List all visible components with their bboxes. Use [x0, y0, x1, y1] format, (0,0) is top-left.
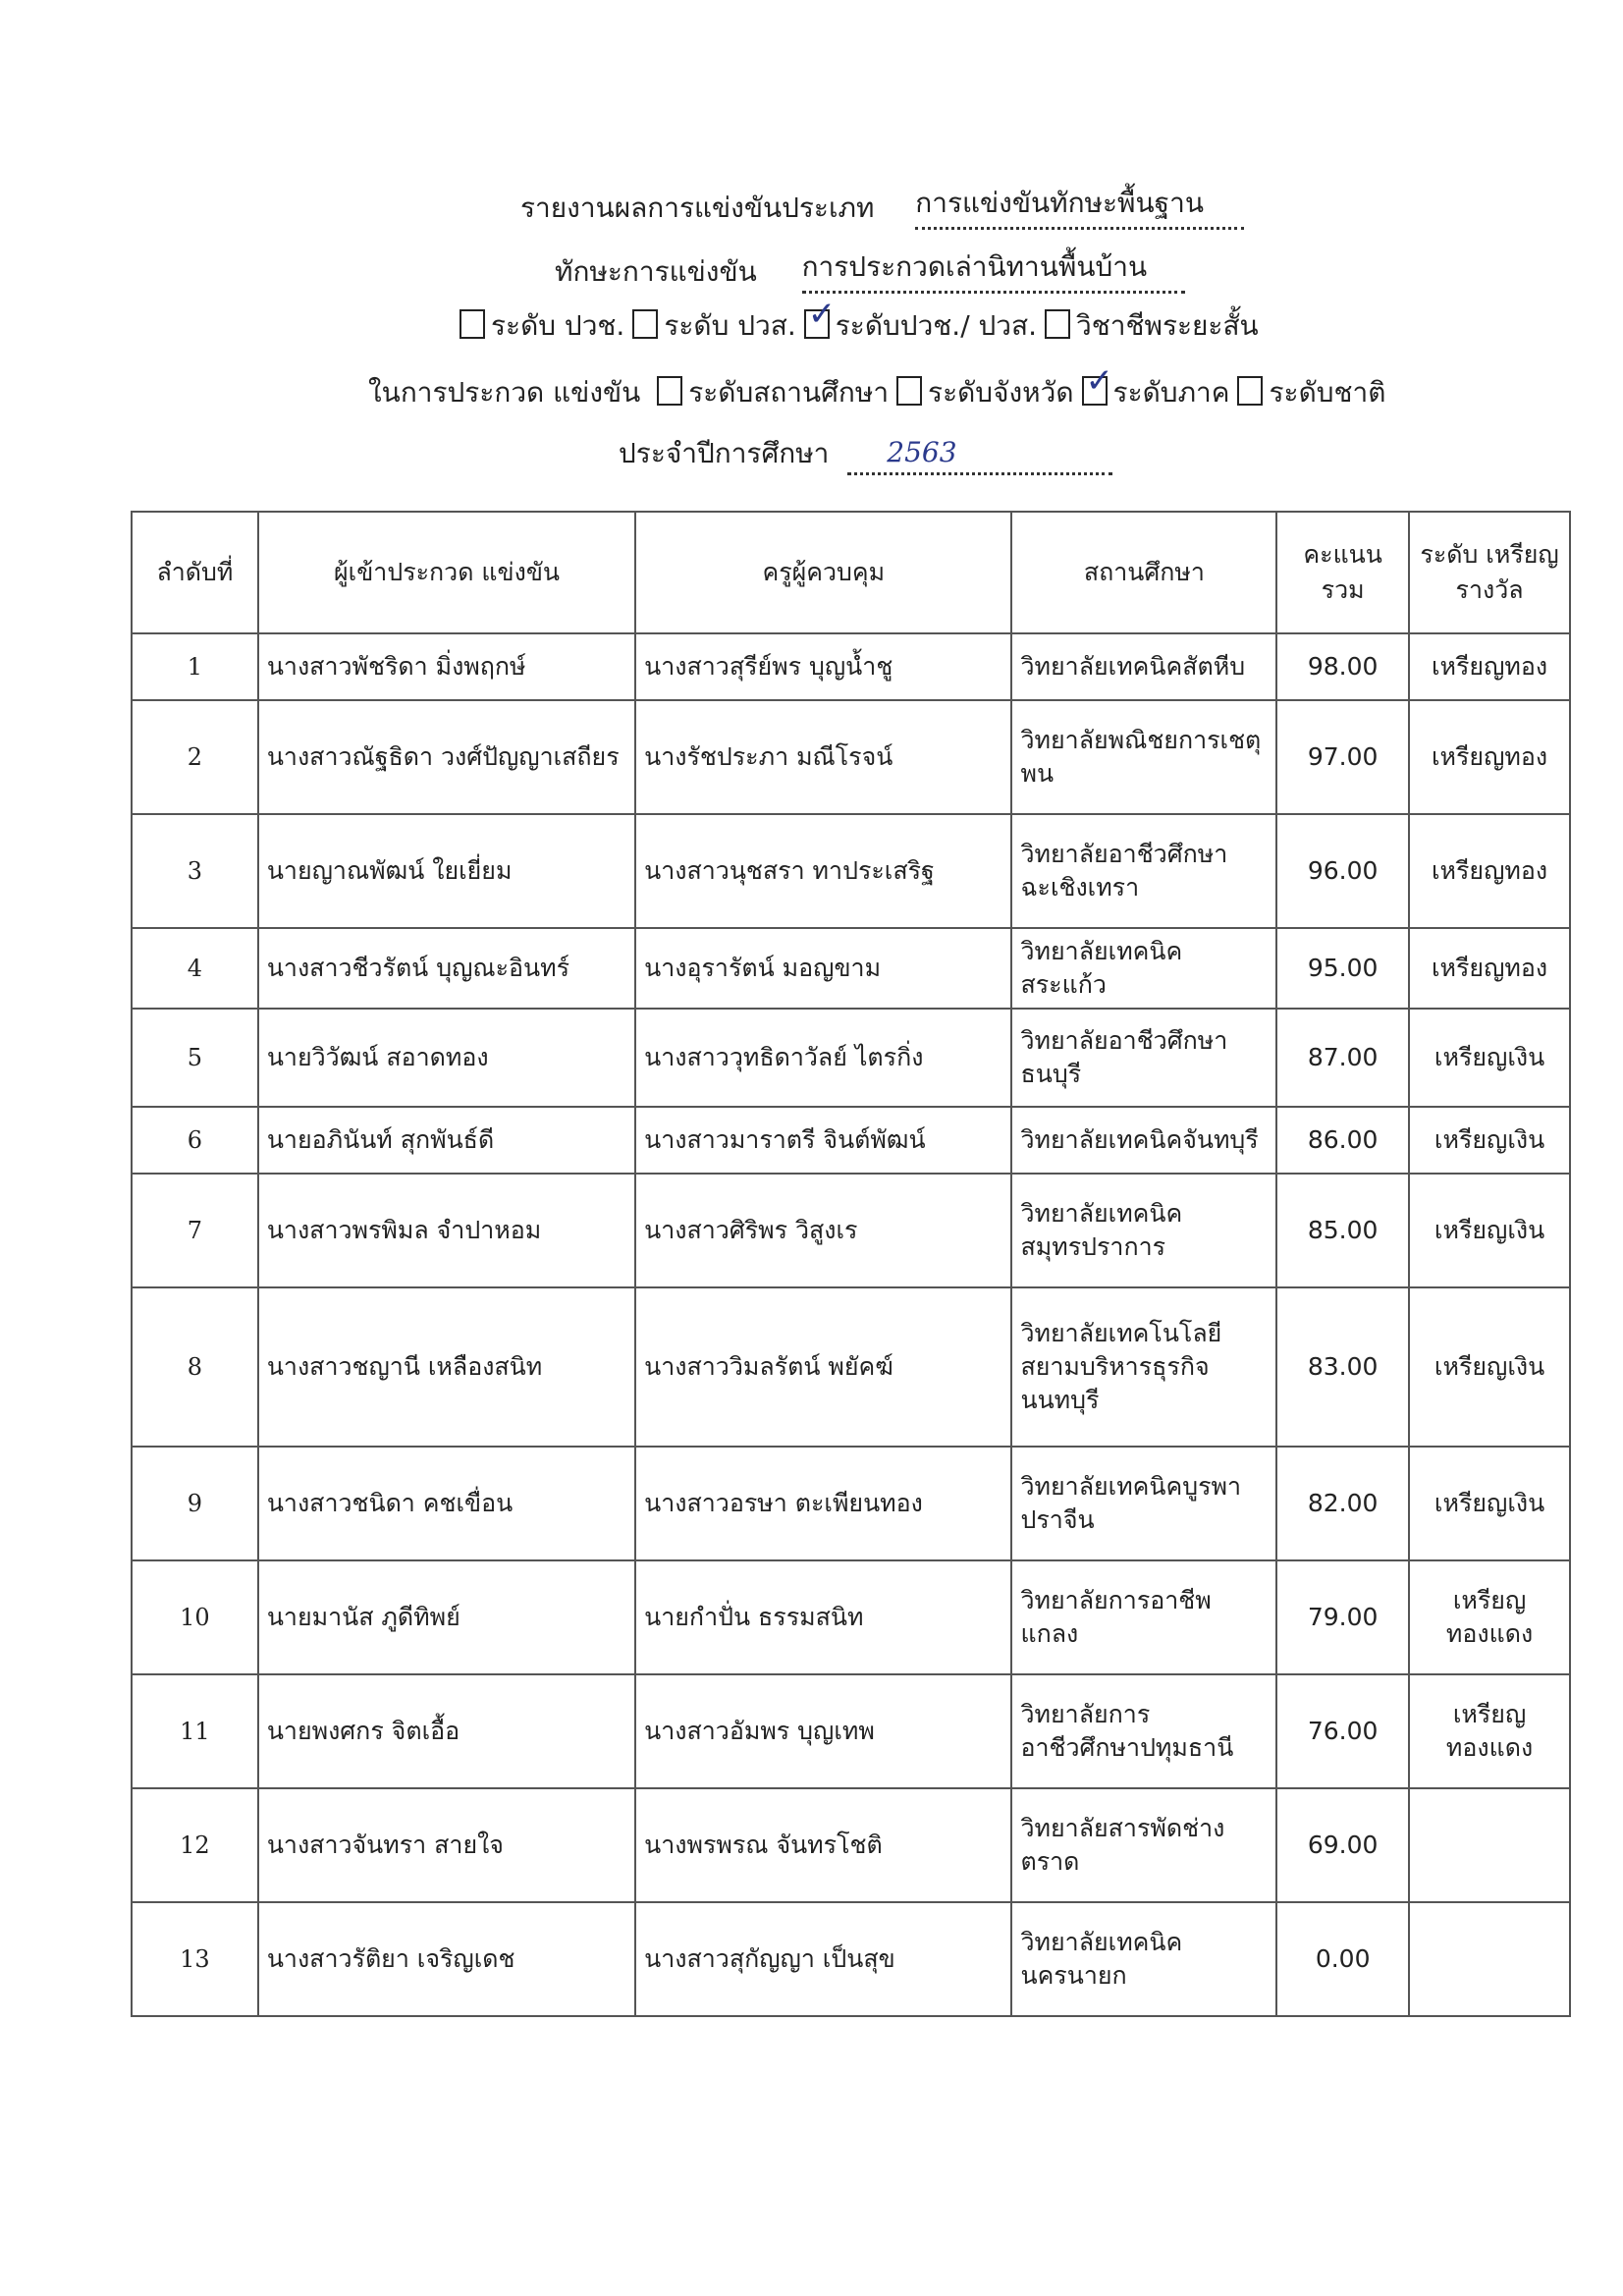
cell-medal: เหรียญเงิน: [1409, 1009, 1570, 1107]
cell-teacher: นางสาวมาราตรี จินต์พัฒน์: [635, 1107, 1011, 1174]
cell-contestant: นางสาวชนิดา คชเขื่อน: [258, 1447, 635, 1560]
level-option: [632, 309, 795, 342]
contest-option-label: ระดับสถานศึกษา: [688, 376, 890, 409]
cell-contestant: นางสาวพัชริดา มิ่งพฤกษ์: [258, 633, 635, 700]
contest-option-label: ระดับชาติ: [1269, 376, 1386, 409]
cell-teacher: นางสาวอรษา ตะเพียนทอง: [635, 1447, 1011, 1560]
contest-option: [1237, 376, 1385, 409]
cell-teacher: นางอุรารัตน์ มอญขาม: [635, 928, 1011, 1009]
level-option-label: ระดับ ปวส.: [664, 309, 796, 342]
level-option: [460, 309, 624, 342]
level-checkbox[interactable]: [1045, 309, 1070, 339]
cell-rank: 13: [132, 1902, 258, 2016]
cell-teacher: นางสาวศิริพร วิสูงเร: [635, 1174, 1011, 1287]
report-type-value: การแข่งขันทักษะพื้นฐาน: [915, 187, 1204, 219]
table-row: [132, 1560, 1570, 1674]
table-row: [132, 928, 1570, 1009]
cell-score: 76.00: [1276, 1674, 1409, 1788]
cell-rank: 1: [132, 633, 258, 700]
contest-label: ในการประกวด แข่งขัน: [368, 376, 641, 409]
cell-contestant: นางสาวพรพิมล จำปาหอม: [258, 1174, 635, 1287]
cell-teacher: นางสาวสุกัญญา เป็นสุข: [635, 1902, 1011, 2016]
level-option: [804, 295, 1038, 342]
level-option: [1045, 309, 1259, 342]
cell-school: วิทยาลัยสารพัดช่างตราด: [1011, 1788, 1276, 1902]
cell-contestant: นายมานัส ภูดีทิพย์: [258, 1560, 635, 1674]
cell-school: วิทยาลัยอาชีวศึกษาธนบุรี: [1011, 1009, 1276, 1107]
level-options: [460, 295, 1259, 348]
col-header-score: คะแนน รวม: [1276, 512, 1409, 633]
skill-label: ทักษะการแข่งขัน: [555, 255, 757, 288]
cell-rank: 4: [132, 928, 258, 1009]
col-header-medal: ระดับ เหรียญรางวัล: [1409, 512, 1570, 633]
skill-line: [555, 250, 1185, 294]
cell-rank: 8: [132, 1287, 258, 1447]
cell-contestant: นางสาวจันทรา สายใจ: [258, 1788, 635, 1902]
cell-school: วิทยาลัยอาชีวศึกษาฉะเชิงเทรา: [1011, 814, 1276, 928]
contest-option-label: ระดับจังหวัด: [928, 376, 1074, 409]
cell-score: 96.00: [1276, 814, 1409, 928]
col-header-school: สถานศึกษา: [1011, 512, 1276, 633]
cell-medal: [1409, 1788, 1570, 1902]
cell-medal: เหรียญทอง: [1409, 633, 1570, 700]
year-field: [847, 436, 1112, 475]
cell-teacher: นางสาวนุชสรา ทาประเสริฐ: [635, 814, 1011, 928]
year-label: ประจำปีการศึกษา: [619, 437, 830, 469]
cell-rank: 2: [132, 700, 258, 814]
contest-options: [368, 361, 1386, 414]
cell-score: 83.00: [1276, 1287, 1409, 1447]
skill-value: การประกวดเล่านิทานพื้นบ้าน: [801, 250, 1148, 283]
table-row: [132, 1447, 1570, 1560]
col-header-no: ลำดับที่: [132, 512, 258, 633]
cell-school: วิทยาลัยการอาชีพแกลง: [1011, 1560, 1276, 1674]
cell-rank: 11: [132, 1674, 258, 1788]
level-option-label: ระดับ ปวช.: [491, 309, 625, 342]
cell-score: 86.00: [1276, 1107, 1409, 1174]
level-checkbox[interactable]: [632, 309, 658, 339]
level-option-label: วิชาชีพระยะสั้น: [1076, 309, 1259, 342]
cell-rank: 12: [132, 1788, 258, 1902]
cell-teacher: นางสาววิมลรัตน์ พยัคฆ์: [635, 1287, 1011, 1447]
cell-score: 82.00: [1276, 1447, 1409, 1560]
cell-score: 98.00: [1276, 633, 1409, 700]
level-checkbox[interactable]: [460, 309, 485, 339]
report-type-label: รายงานผลการแข่งขันประเภท: [520, 191, 875, 224]
cell-medal: เหรียญเงิน: [1409, 1447, 1570, 1560]
cell-rank: 10: [132, 1560, 258, 1674]
cell-school: วิทยาลัยการอาชีวศึกษาปทุมธานี: [1011, 1674, 1276, 1788]
cell-rank: 3: [132, 814, 258, 928]
cell-school: วิทยาลัยเทคนิคบูรพาปราจีน: [1011, 1447, 1276, 1560]
year-line: [619, 432, 1112, 475]
cell-rank: 9: [132, 1447, 258, 1560]
table-row: [132, 1107, 1570, 1174]
cell-medal: เหรียญเงิน: [1409, 1174, 1570, 1287]
table-row: [132, 700, 1570, 814]
cell-contestant: นางสาวชญานี เหลืองสนิท: [258, 1287, 635, 1447]
cell-school: วิทยาลัยเทคโนโลยีสยามบริหารธุรกิจนนทบุรี: [1011, 1287, 1276, 1447]
contest-checkbox[interactable]: [657, 376, 682, 406]
level-option-label: ระดับปวช./ ปวส.: [835, 309, 1038, 342]
cell-contestant: นายพงศกร จิตเอื้อ: [258, 1674, 635, 1788]
cell-score: 79.00: [1276, 1560, 1409, 1674]
cell-score: 85.00: [1276, 1174, 1409, 1287]
table-row: [132, 1902, 1570, 2016]
cell-contestant: นางสาวรัติยา เจริญเดช: [258, 1902, 635, 2016]
col-header-teacher: ครูผู้ควบคุม: [635, 512, 1011, 633]
cell-school: วิทยาลัยเทคนิคนครนายก: [1011, 1902, 1276, 2016]
cell-teacher: นางพรพรณ จันทรโชติ: [635, 1788, 1011, 1902]
cell-teacher: นางสาวอัมพร บุญเทพ: [635, 1674, 1011, 1788]
results-table: [131, 511, 1571, 2017]
cell-contestant: นายญาณพัฒน์ ใยเยี่ยม: [258, 814, 635, 928]
table-row: [132, 1788, 1570, 1902]
contest-checkbox[interactable]: [1237, 376, 1263, 406]
level-checkbox[interactable]: [804, 295, 837, 339]
cell-teacher: นางสาวสุรีย์พร บุญน้ำชู: [635, 633, 1011, 700]
cell-school: วิทยาลัยพณิชยการเชตุพน: [1011, 700, 1276, 814]
cell-medal: เหรียญทอง: [1409, 928, 1570, 1009]
table-row: [132, 1674, 1570, 1788]
cell-score: 69.00: [1276, 1788, 1409, 1902]
report-type-line: [520, 187, 1244, 230]
cell-school: วิทยาลัยเทคนิคสมุทรปราการ: [1011, 1174, 1276, 1287]
contest-option: [896, 376, 1073, 409]
table-header-row: [132, 512, 1570, 633]
cell-contestant: นายวิวัฒน์ สอาดทอง: [258, 1009, 635, 1107]
cell-medal: เหรียญทองแดง: [1409, 1560, 1570, 1674]
cell-school: วิทยาลัยเทคนิคสระแก้ว: [1011, 928, 1276, 1009]
skill-field: [801, 250, 1185, 294]
cell-score: 97.00: [1276, 700, 1409, 814]
cell-teacher: นายกำปั่น ธรรมสนิท: [635, 1560, 1011, 1674]
cell-contestant: นายอภินันท์ สุกพันธ์ดี: [258, 1107, 635, 1174]
check-mark-icon: ✓: [1085, 361, 1114, 401]
contest-checkbox[interactable]: [896, 376, 922, 406]
year-value: 2563: [887, 436, 957, 468]
cell-rank: 7: [132, 1174, 258, 1287]
cell-score: 0.00: [1276, 1902, 1409, 2016]
check-mark-icon: ✓: [807, 295, 837, 334]
table-row: [132, 1174, 1570, 1287]
cell-medal: เหรียญทองแดง: [1409, 1674, 1570, 1788]
cell-score: 87.00: [1276, 1009, 1409, 1107]
report-type-field: [915, 187, 1244, 230]
cell-contestant: นางสาวณัฐธิดา วงศ์ปัญญาเสถียร: [258, 700, 635, 814]
table-row: [132, 1287, 1570, 1447]
cell-school: วิทยาลัยเทคนิคสัตหีบ: [1011, 633, 1276, 700]
table-row: [132, 633, 1570, 700]
table-row: [132, 814, 1570, 928]
cell-teacher: นางสาววุทธิดาวัลย์ ไตรกิ่ง: [635, 1009, 1011, 1107]
table-row: [132, 1009, 1570, 1107]
cell-contestant: นางสาวชีวรัตน์ บุญณะอินทร์: [258, 928, 635, 1009]
cell-medal: เหรียญทอง: [1409, 700, 1570, 814]
contest-checkbox[interactable]: [1082, 361, 1114, 406]
cell-rank: 6: [132, 1107, 258, 1174]
contest-option: [1082, 361, 1230, 409]
contest-option-label: ระดับภาค: [1112, 376, 1230, 409]
contest-option: [657, 376, 889, 409]
cell-rank: 5: [132, 1009, 258, 1107]
cell-score: 95.00: [1276, 928, 1409, 1009]
cell-school: วิทยาลัยเทคนิคจันทบุรี: [1011, 1107, 1276, 1174]
cell-medal: [1409, 1902, 1570, 2016]
cell-medal: เหรียญเงิน: [1409, 1107, 1570, 1174]
cell-medal: เหรียญเงิน: [1409, 1287, 1570, 1447]
col-header-contestant: ผู้เข้าประกวด แข่งขัน: [258, 512, 635, 633]
cell-medal: เหรียญทอง: [1409, 814, 1570, 928]
cell-teacher: นางรัชประภา มณีโรจน์: [635, 700, 1011, 814]
